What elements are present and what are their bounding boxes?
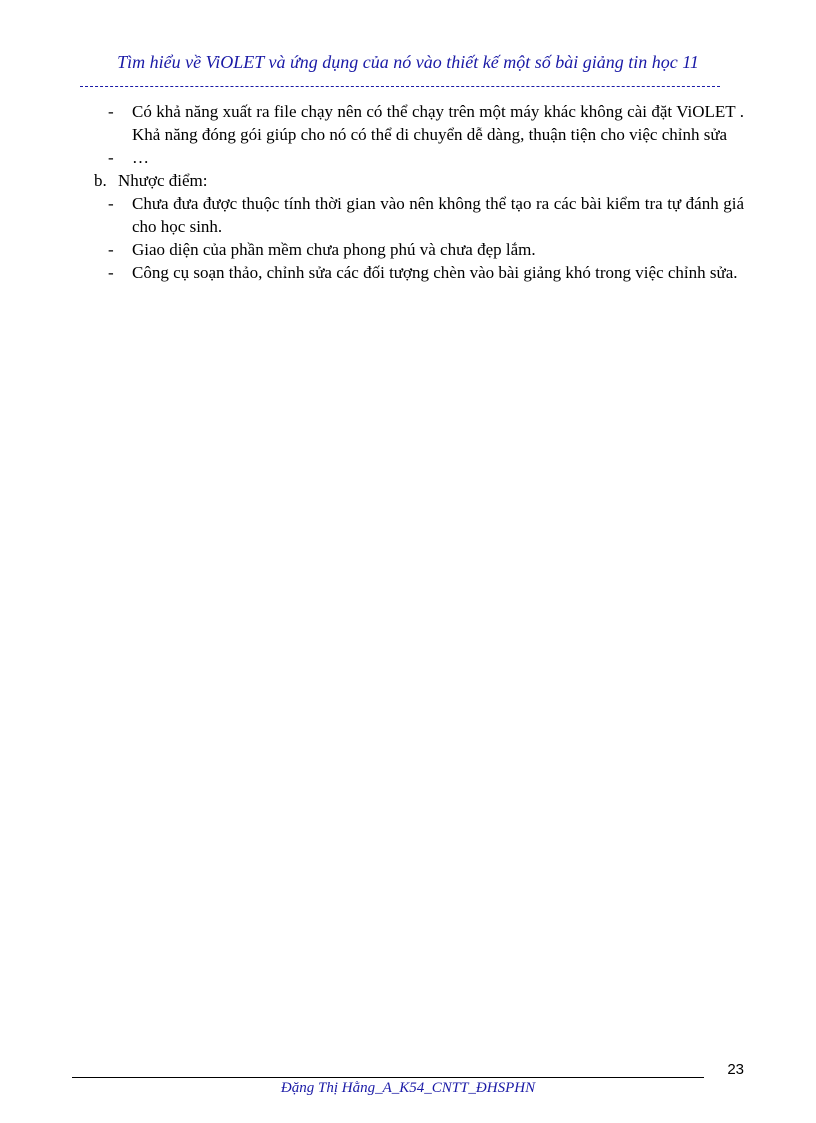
bullet-dash: - bbox=[108, 194, 114, 213]
document-body bbox=[80, 100, 744, 284]
advantage-item-text: Có khả năng xuất ra file chạy nên có thể chạy trên một máy khác không cài đặt ViOLET . Khả năng đóng gói giúp cho nó có thể di chuyển dễ dàng, thuận tiện cho việc chỉnh sửa bbox=[132, 102, 744, 144]
page-number: 23 bbox=[727, 1061, 744, 1078]
disadvantage-item bbox=[80, 261, 744, 284]
advantage-item-text: … bbox=[132, 148, 149, 167]
disadvantage-item-text: Công cụ soạn thảo, chỉnh sửa các đối tượng chèn vào bài giảng khó trong việc chỉnh sửa. bbox=[132, 263, 738, 282]
disadvantage-item-text: Giao diện của phần mềm chưa phong phú và chưa đẹp lắm. bbox=[132, 240, 536, 259]
page-header-title: Tìm hiểu về ViOLET và ứng dụng của nó vào thiết kế một số bài giảng tin học 11 bbox=[117, 52, 699, 72]
disadvantage-item bbox=[80, 192, 744, 238]
disadvantage-item-text: Chưa đưa được thuộc tính thời gian vào nên không thể tạo ra các bài kiểm tra tự đánh giá cho học sinh. bbox=[132, 194, 744, 236]
section-heading-disadvantages bbox=[80, 169, 744, 192]
bullet-dash: - bbox=[108, 240, 114, 259]
disadvantage-item bbox=[80, 238, 744, 261]
bullet-dash: - bbox=[108, 148, 114, 167]
advantage-item bbox=[80, 146, 744, 169]
advantage-item bbox=[80, 100, 744, 146]
footer-author: Đặng Thị Hằng_A_K54_CNTT_ĐHSPHN bbox=[280, 1080, 536, 1096]
bullet-dash: - bbox=[108, 263, 114, 282]
bullet-dash: - bbox=[108, 102, 114, 121]
section-marker: b. bbox=[94, 171, 107, 190]
header-divider bbox=[80, 86, 720, 87]
section-heading-text: Nhược điểm: bbox=[118, 171, 208, 190]
footer-divider bbox=[72, 1077, 704, 1078]
